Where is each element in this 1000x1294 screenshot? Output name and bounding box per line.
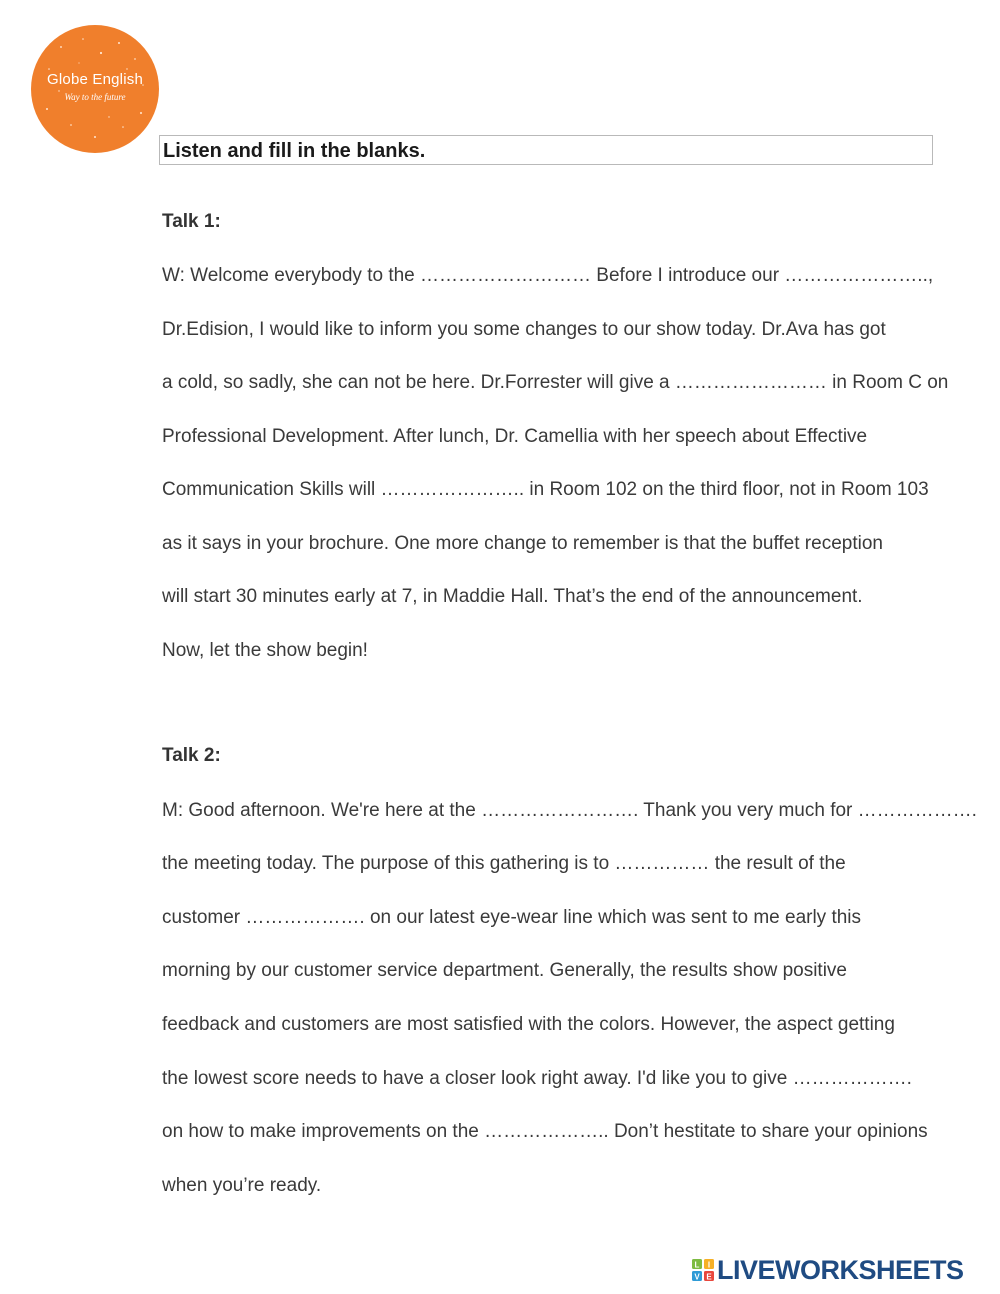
talk-2-line: feedback and customers are most satisfied with the colors. However, the aspect getting [162,1014,895,1035]
talk-1-line: will start 30 minutes early at 7, in Maddie Hall. That’s the end of the announcement. [162,586,863,607]
talk-2-heading: Talk 2: [162,745,221,766]
instruction-heading: Listen and fill in the blanks. [159,135,933,165]
talk-2-line: on how to make improvements on the ……………….. Don’t hestitate to share your opinions [162,1121,928,1142]
talk-1-line: as it says in your brochure. One more change to remember is that the buffet reception [162,533,883,554]
mark-letter: I [707,1260,711,1270]
talk-1-line: Now, let the show begin! [162,640,368,661]
mark-letter: V [694,1272,700,1281]
logo-title: Globe English [47,71,143,88]
talk-2-line: when you’re ready. [162,1175,322,1196]
talk-2-line: customer ………………. on our latest eye-wear line which was sent to me early this [162,907,862,928]
talk-2-line: the meeting today. The purpose of this gathering is to …………… the result of the [162,853,846,874]
mark-letter: L [694,1260,700,1270]
talk-2-line: morning by our customer service department. Generally, the results show positive [162,960,848,981]
talk-1-line: a cold, so sadly, she can not be here. Dr.Forrester will give a …………………… in Room C on [162,372,949,393]
liveworksheets-mark-icon [692,1259,714,1281]
logo-tagline: Way to the future [64,92,126,102]
talk-1-line: Dr.Edision, I would like to inform you some changes to our show today. Dr.Ava has got [162,319,886,340]
liveworksheets-logo [692,1255,964,1285]
talk-1-line: Communication Skills will ………………….. in Room 102 on the third floor, not in Room 103 [162,479,929,500]
liveworksheets-brand-text: LIVEWORKSHEETS [717,1254,964,1285]
talk-1-line: W: Welcome everybody to the ……………………… Before I introduce our ………………….., [162,265,934,286]
talk-2-line: the lowest score needs to have a closer look right away. I'd like you to give ………………. [162,1068,912,1089]
talk-1-heading: Talk 1: [162,211,221,232]
talk-2-line: M: Good afternoon. We're here at the ……………………. Thank you very much for ………………. [162,800,977,821]
mark-letter: E [706,1272,712,1281]
logo-sparkles [31,25,159,153]
globe-english-logo [31,25,159,153]
talk-1-line: Professional Development. After lunch, Dr. Camellia with her speech about Effective [162,426,868,447]
